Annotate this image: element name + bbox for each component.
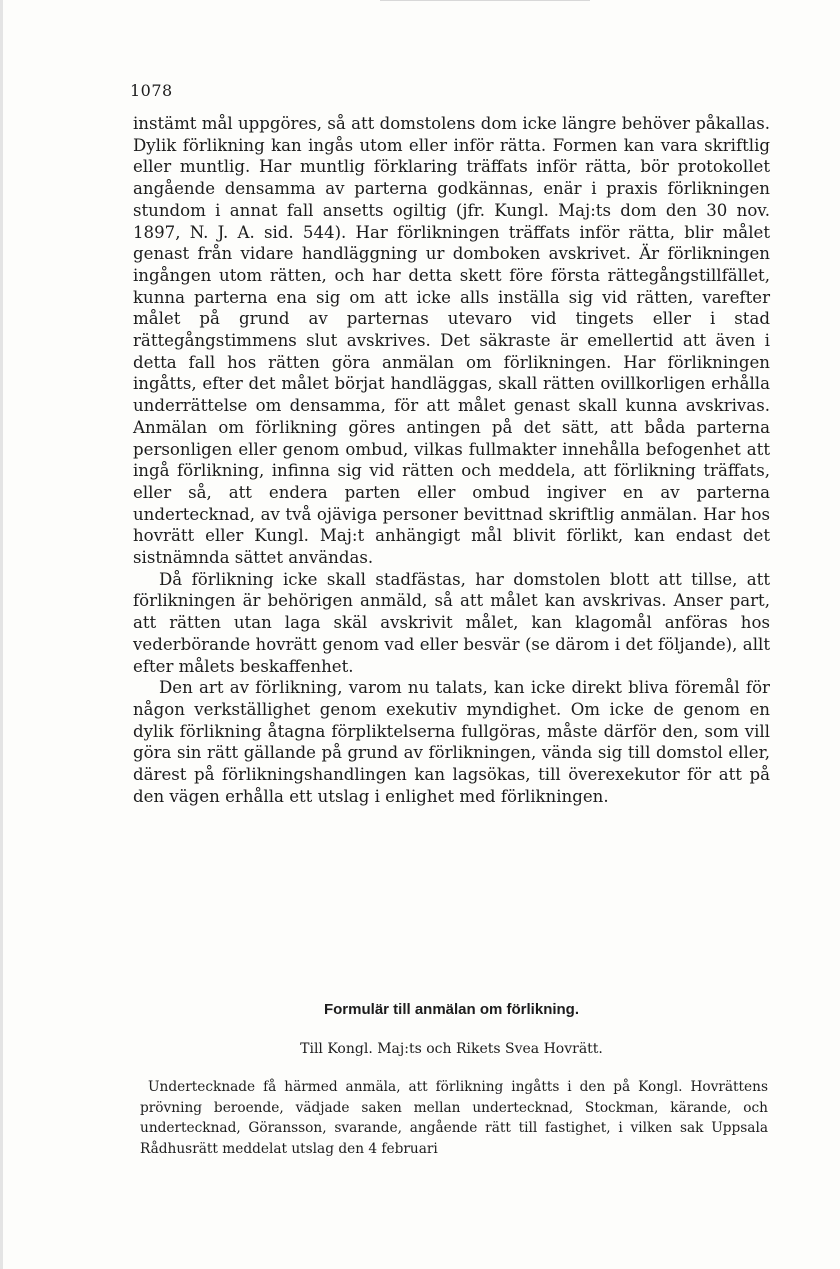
paragraph-3: Den art av förlikning, varom nu talats, kan icke direkt bliva föremål för någon verkställighet genom exekutiv myndighet. Om icke de genom en dylik förlikning åtagna förpliktelserna fullgöras, måste därför den, som vill göra sin rätt gällande på grund av förlikningen, vända sig till domstol eller, därest på förlikningshandlingen kan lagsökas, till överexekutor för att på den vägen erhålla ett utslag i enlighet med förlikningen. (133, 678, 770, 806)
paragraph-1: instämt mål uppgöres, så att domstolens dom icke längre behöver påkallas. Dylik förlikning kan ingås utom eller inför rätta. Formen kan vara skriftlig eller muntlig. Har muntlig förklaring träffats inför rätta, bör protokollet angående densamma av parterna godkännas, enär i praxis förlikningen stundom i annat fall ansetts ogiltig (jfr. Kungl. Maj:ts dom den 30 nov. 1897, N. J. A. sid. 544). Har förlikningen träffats inför rätta, blir målet genast från vidare handläggning ur domboken avskrivet. Är förlikningen ingången utom rätten, och har detta skett före första rättegångstillfället, kunna parterna ena sig om att icke alls inställa sig vid rätten, varefter målet på grund av parternas utevaro vid tingets eller i stad rättegångstimmens slut avskrives. Det säkraste är emellertid att även i detta fall hos rätten göra anmälan om förlikningen. Har förlikningen ingåtts, efter det målet börjat handläggas, skall rätten ovillkorligen erhålla underrättelse om densamma, för att målet genast skall kunna avskrivas. Anmälan om förlikning göres antingen på det sätt, att båda parterna personligen eller genom ombud, vilkas fullmakter innehålla befogenhet att ingå förlikning, infinna sig vid rätten och meddela, att förlikning träffats, eller så, att endera parten eller ombud ingiver en av parterna undertecknad, av två ojäviga personer bevittnad skriftlig anmälan. Har hos hovrätt eller Kungl. Maj:t anhängigt mål blivit förlikt, kan endast det sistnämnda sättet användas. (133, 114, 770, 568)
page-number: 1078 (130, 81, 173, 100)
form-body: Undertecknade få härmed anmäla, att förlikning ingåtts i den på Kongl. Hovrättens prövning beroende, vädjade saken mellan undertecknad, Stockman, kärande, och undertecknad, Göransson, svarande, angående rätt till fastighet, i vilken sak Uppsala Rådhusrätt meddelat utslag den 4 februari (140, 1079, 768, 1158)
page-left-edge (0, 0, 3, 1269)
top-rule (380, 0, 590, 1)
form-address: Till Kongl. Maj:ts och Rikets Svea Hovrätt. (300, 1041, 603, 1057)
paragraph-2: Då förlikning icke skall stadfästas, har domstolen blott att tillse, att förlikningen är behörigen anmäld, så att målet kan avskrivas. Anser part, att rätten utan laga skäl avskrivit målet, kan klagomål anföras hos vederbörande hovrätt genom vad eller besvär (se därom i det följande), allt efter målets beskaffenhet. (133, 569, 770, 676)
body-text (133, 113, 770, 808)
form-text (140, 1077, 768, 1160)
form-title: Formulär till anmälan om förlikning. (323, 1001, 580, 1018)
